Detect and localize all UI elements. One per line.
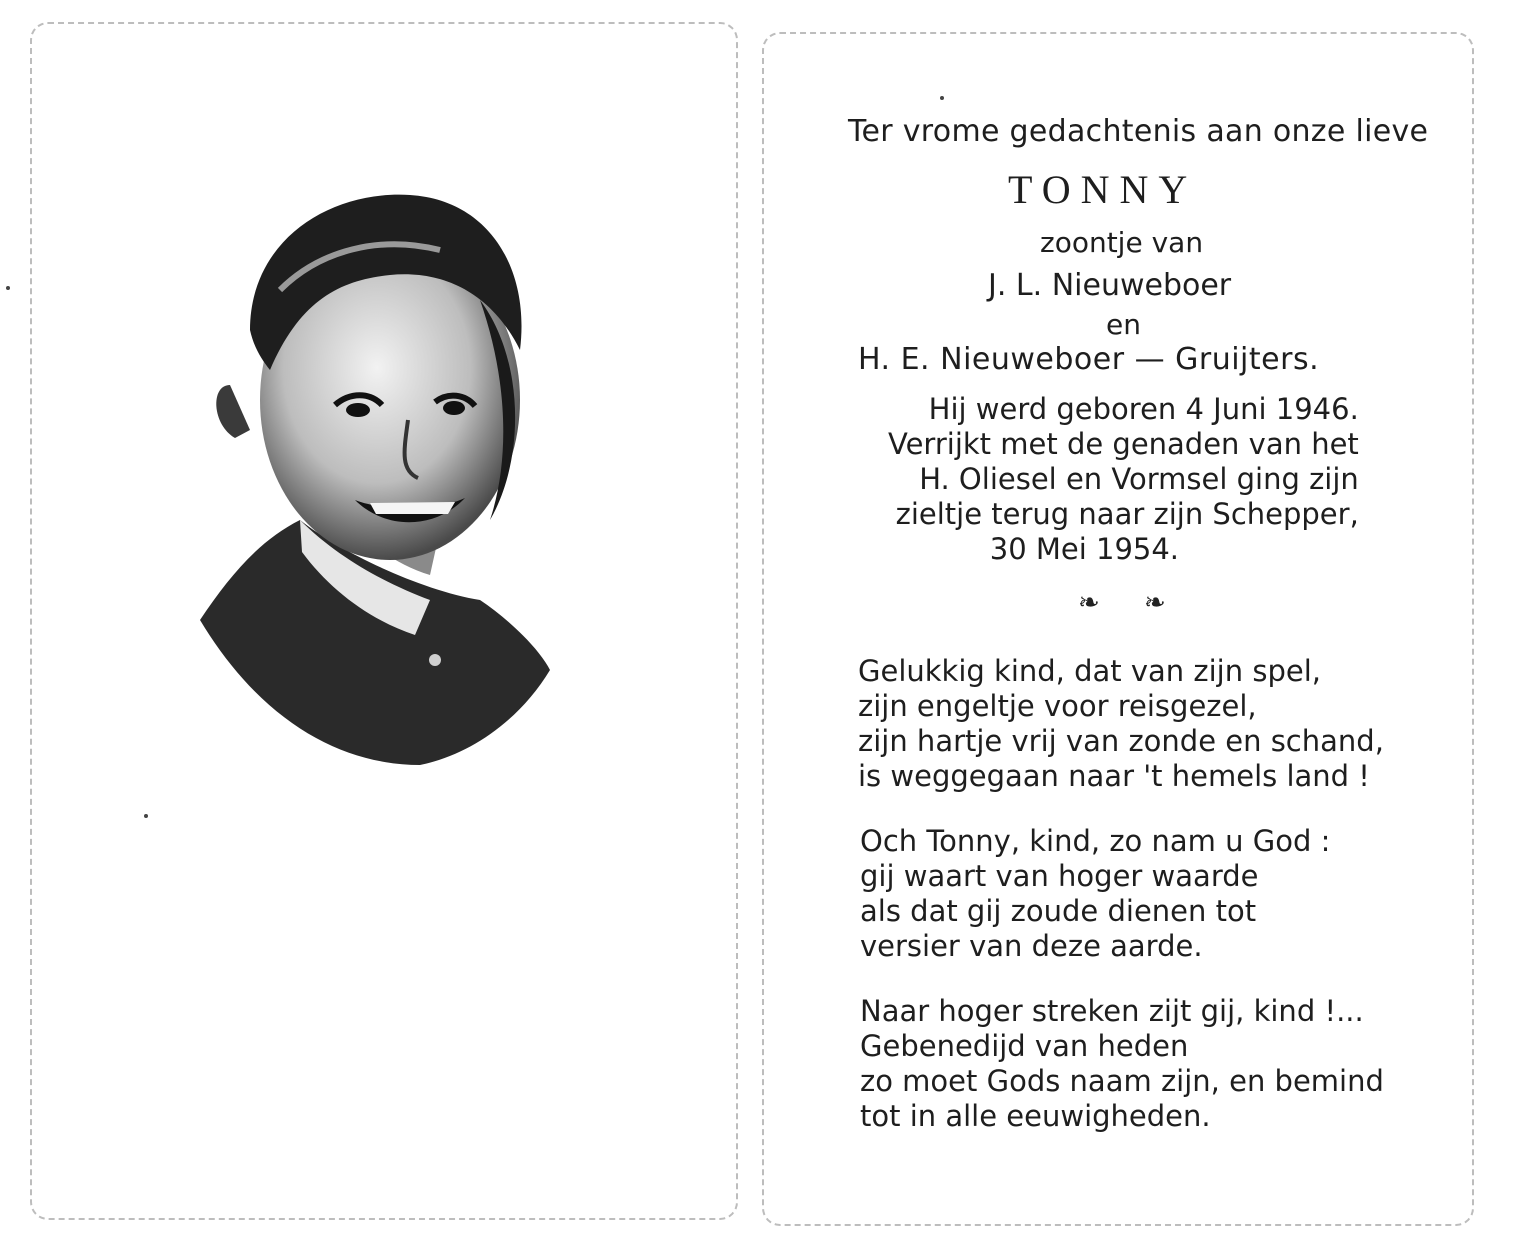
verse-line: versier van deze aarde. <box>860 929 1203 963</box>
verse-line: is weggegaan naar 't hemels land ! <box>858 759 1370 793</box>
verse-line: Och Tonny, kind, zo nam u God : <box>860 824 1331 858</box>
deceased-name: TONNY <box>1008 167 1198 212</box>
and-word: en <box>1106 308 1141 341</box>
verse-line: Naar hoger streken zijt gij, kind !... <box>860 994 1364 1028</box>
biography <box>888 392 1359 567</box>
verse-line: Gebenedijd van heden <box>860 1029 1189 1063</box>
bio-line: zieltje terug naar zijn Schepper, <box>895 497 1359 531</box>
verse-line: als dat gij zoude dienen tot <box>860 894 1257 928</box>
bio-line: H. Oliesel en Vormsel ging zijn <box>919 462 1359 496</box>
verse-line: gij waart van hoger waarde <box>860 859 1259 893</box>
speck <box>6 286 10 290</box>
verse <box>860 824 1330 964</box>
boy-portrait-photo <box>190 180 560 770</box>
bio-line: 30 Mei 1954. <box>989 532 1180 566</box>
ornament-icon: ❧ ❧ <box>1078 588 1184 618</box>
speck <box>144 814 148 818</box>
bio-line: Hij werd geboren 4 Juni 1946. <box>928 392 1359 426</box>
son-of-line: zoontje van <box>1040 226 1204 259</box>
speck <box>940 96 944 100</box>
verse-line: zo moet Gods naam zijn, en bemind <box>860 1064 1384 1098</box>
verse-line: Gelukkig kind, dat van zijn spel, <box>858 654 1321 688</box>
verse-line: zijn engeltje voor reisgezel, <box>858 689 1257 723</box>
verse-line: tot in alle eeuwigheden. <box>860 1099 1211 1133</box>
intro-line: Ter vrome gedachtenis aan onze lieve <box>848 114 1429 149</box>
verse <box>858 654 1384 794</box>
verse <box>860 994 1384 1134</box>
verse-line: zijn hartje vrij van zonde en schand, <box>858 724 1384 758</box>
bio-line: Verrijkt met de genaden van het <box>888 427 1359 461</box>
father-name: J. L. Nieuweboer <box>988 268 1232 303</box>
mother-name: H. E. Nieuweboer — Gruijters. <box>858 342 1320 377</box>
